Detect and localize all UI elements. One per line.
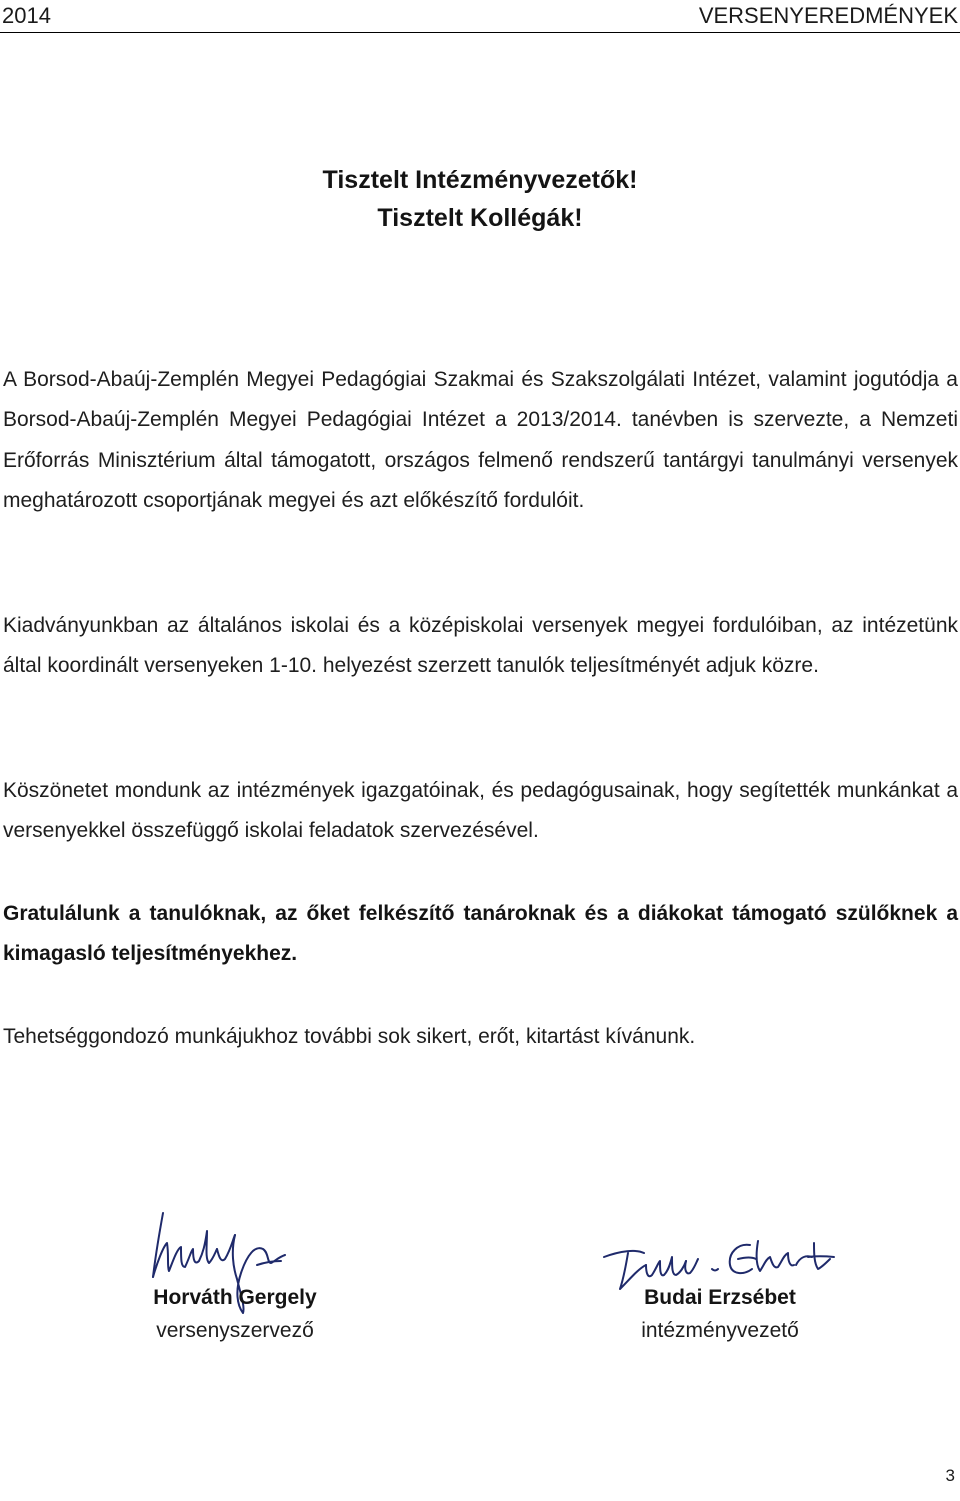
greeting-line-1: Tisztelt Intézményvezetők! (322, 166, 638, 194)
signer-right-role: intézményvezető (641, 1319, 799, 1342)
greeting-line-2: Tisztelt Kollégák! (377, 204, 583, 232)
paragraph-intro: A Borsod-Abaúj-Zemplén Megyei Pedagógiai Szakmai és Szakszolgálati Intézet, valamint jogutódja a Borsod-Abaúj-Zemplén Megyei Pedagógiai Intézet a 2013/2014. tanévben is szervezte, a Nemzeti Erőforrás Minisztérium által támogatott, országos felmenő rendszerű tantárgyi tanulmányi versenyek meghatározott csoportjának megyei és azt előkészítő fordulóit. (3, 368, 958, 512)
signer-right-name: Budai Erzsébet (644, 1286, 796, 1309)
header-label: VERSENYEREDMÉNYEK (698, 3, 958, 28)
signer-left-name: Horváth Gergely (153, 1286, 317, 1309)
signer-left-role: versenyszervező (156, 1319, 314, 1342)
paragraph-publication: Kiadványunkban az általános iskolai és a középiskolai versenyek megyei fordulóiban, az intézetünk által koordinált versenyeken 1-10. helyezést szerzett tanulók teljesítményét adjuk közre. (3, 614, 958, 678)
page-header (0, 0, 960, 33)
header-year: 2014 (2, 3, 51, 28)
paragraph-thanks: Köszönetet mondunk az intézmények igazgatóinak, és pedagógusainak, hogy segítették munkánkat a versenyekkel összefüggő iskolai feladatok szervezésével. (3, 779, 958, 843)
paragraph-congratulations: Gratulálunk a tanulóknak, az őket felkészítő tanároknak és a diákokat támogató szülőknek a kimagasló teljesítményekhez. (3, 902, 958, 966)
page-number: 3 (945, 1466, 955, 1485)
paragraph-wishes: Tehetséggondozó munkájukhoz további sok sikert, erőt, kitartást kívánunk. (3, 1025, 696, 1048)
